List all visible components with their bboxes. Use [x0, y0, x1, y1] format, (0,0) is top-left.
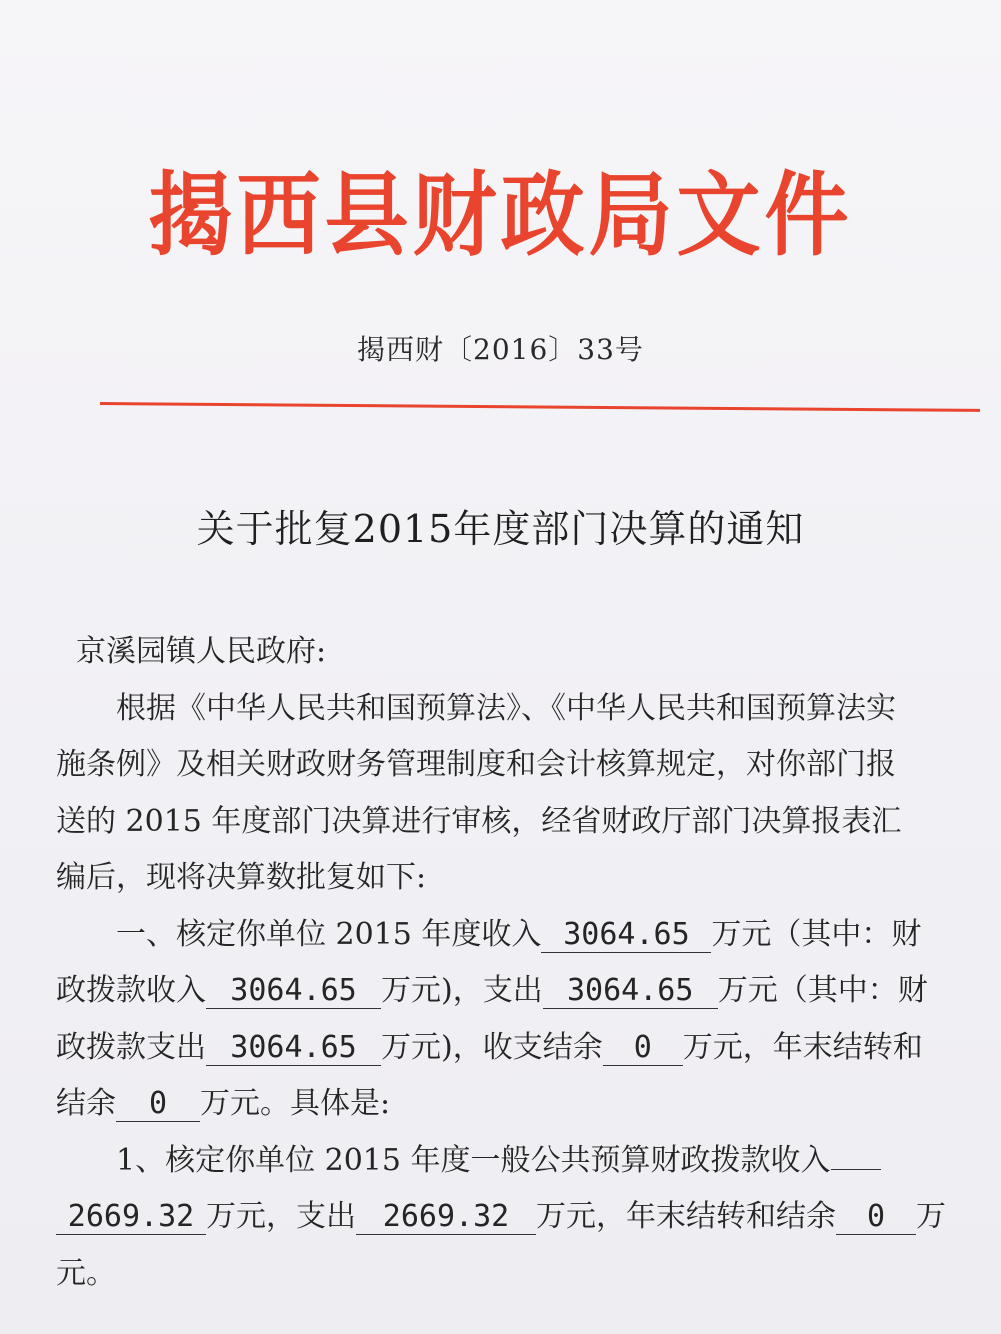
income-total-field: 3064.65 [541, 918, 711, 953]
fiscal-income-field: 3064.65 [206, 974, 381, 1009]
item1-expenditure-field: 2669.32 [356, 1200, 536, 1235]
fiscal-expenditure-field: 3064.65 [206, 1031, 381, 1066]
paragraph1-line4: 编后，现将决算数批复如下: [56, 860, 427, 895]
item1-income-field: 2669.32 [56, 1200, 206, 1235]
year-end-balance-field: 0 [116, 1087, 200, 1122]
paragraph1-line2: 施条例》及相关财政财务管理制度和会计核算规定，对你部门报 [56, 747, 896, 782]
item1-blank [831, 1169, 881, 1170]
section1-line1 [56, 907, 966, 964]
notice-title: 关于批复2015年度部门决算的通知 [196, 507, 805, 551]
item1-text: 万元，年末结转和结余 [536, 1199, 836, 1234]
expenditure-total-field: 3064.65 [543, 974, 718, 1009]
paragraph1-line1: 根据《中华人民共和国预算法》、《中华人民共和国预算法实 [116, 690, 896, 726]
section1-text: 万元，年末结转和 [682, 1029, 923, 1065]
document-number: 揭西财〔2016〕33号 [357, 333, 644, 366]
section1-text: 政拨款收入 [56, 973, 206, 1008]
item1-text: 1、核定你单位 2015 年度一般公共预算财政拨款收入 [116, 1142, 831, 1178]
item1-text: 万元，支出 [206, 1199, 356, 1234]
section1-text: 万元)，支出 [381, 973, 543, 1008]
red-divider [100, 402, 980, 412]
section1-text: 一、核定你单位 2015 年度收入 [116, 916, 542, 952]
item1-line2 [56, 1189, 966, 1246]
paragraph1-line3: 送的 2015 年度部门决算进行审核，经省财政厅部门决算报表汇 [56, 803, 902, 839]
notice-body [56, 624, 966, 1302]
section1-text: 万元)，收支结余 [381, 1029, 603, 1065]
section1-line2 [56, 963, 966, 1020]
item1-line1 [56, 1133, 966, 1190]
section1-line4 [56, 1076, 966, 1133]
section1-line3 [56, 1020, 966, 1077]
item1-text: 万 [916, 1199, 946, 1234]
addressee: 京溪园镇人民政府: [76, 634, 327, 669]
section1-text: 万元。具体是: [200, 1086, 391, 1121]
section1-text: 万元（其中：财 [717, 973, 928, 1008]
item1-year-end-balance-field: 0 [836, 1200, 916, 1235]
agency-title: 揭西县财政局文件 [148, 161, 853, 268]
item1-line3: 元。 [56, 1255, 116, 1291]
section1-text: 政拨款支出 [56, 1029, 206, 1065]
section1-text: 万元（其中：财 [711, 916, 922, 952]
balance-field: 0 [603, 1031, 683, 1066]
section1-text: 结余 [56, 1086, 116, 1121]
